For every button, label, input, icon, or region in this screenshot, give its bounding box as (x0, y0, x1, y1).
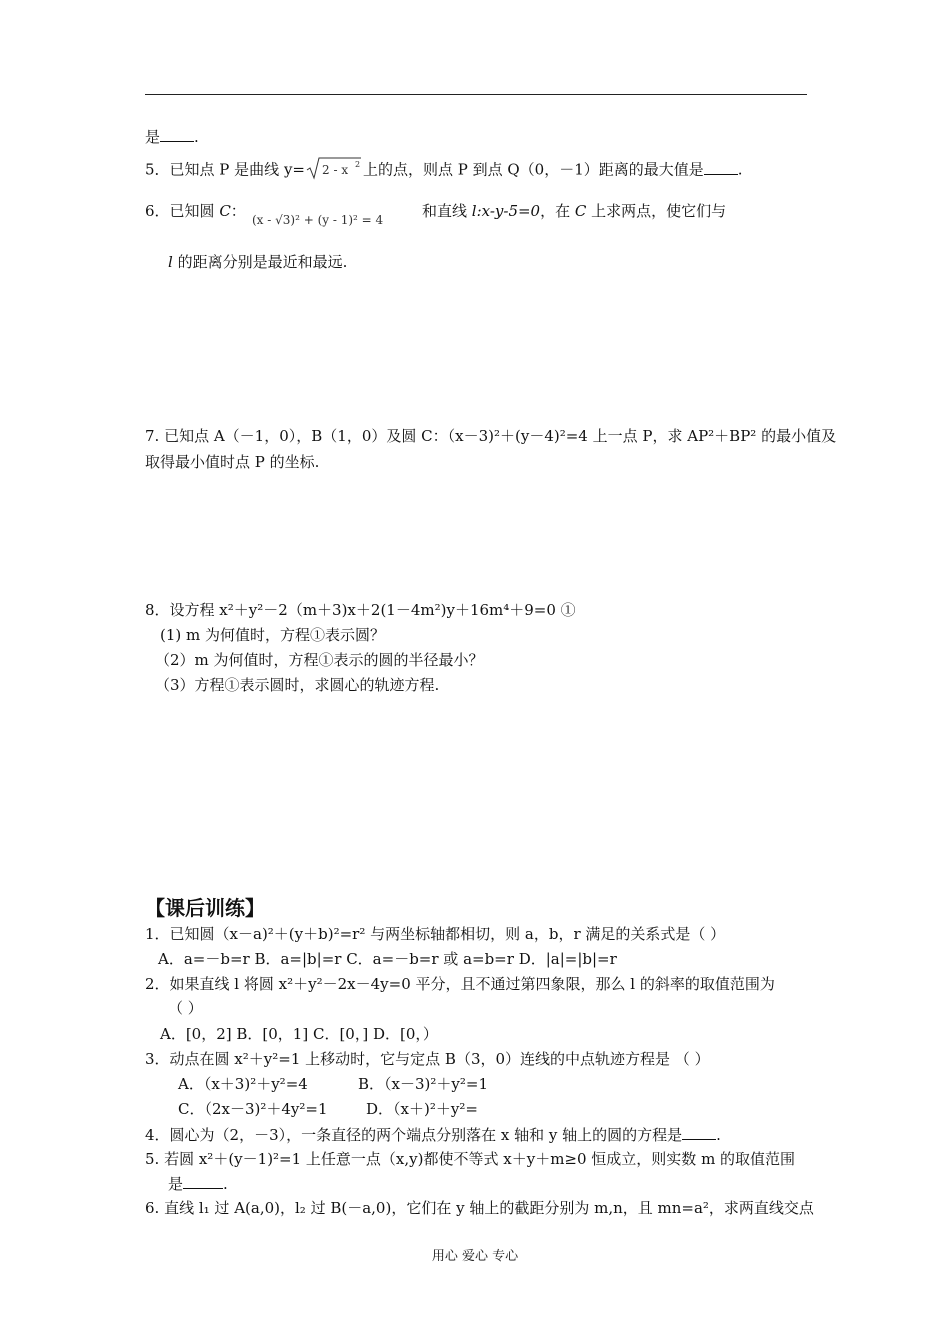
continuation-line: 是 . (145, 128, 199, 146)
answer-blank (183, 1173, 223, 1189)
exercise-3-stem: 3．动点在圆 x²＋y²=1 上移动时，它与定点 B（3，0）连线的中点轨迹方程是 （ ） (145, 1050, 710, 1068)
question-5: 5．已知点 P 是曲线 y= 2 - x 2 上的点，则点 P 到点 Q（0，－1）距离的最大值是 . (145, 155, 743, 186)
circle-equation: (x - √3)² + (y - 1)² = 4 (252, 213, 384, 227)
question-8-part1: (1) m 为何值时，方程①表示圆？ (160, 626, 386, 644)
question-7-line1: 7. 已知点 A（－1，0），B（1，0）及圆 C：（x－3)²＋(y－4)²=4 上一点 P，求 AP²＋BP² 的最小值及 (145, 427, 837, 445)
page-footer: 用心 爱心 专心 (431, 1249, 519, 1264)
exercise-2-stem: 2．如果直线 l 将圆 x²＋y²－2x－4y=0 平分，且不通过第四象限，那么 l 的斜率的取值范围为 (145, 975, 775, 993)
answer-blank (682, 1124, 716, 1140)
answer-blank (704, 159, 738, 175)
exercise-1-stem: 1．已知圆（x－a)²＋(y＋b)²=r² 与两坐标轴都相切，则 a，b，r 满足的关系式是（ ） (145, 925, 726, 943)
exercise-3-option-d: D．（x＋)²＋y²= (366, 1100, 478, 1118)
exercise-5-line2: 是 . (168, 1175, 228, 1193)
question-6: 6．已知圆 C： (145, 202, 246, 220)
question-6-tail: 和直线 l:x-y-5=0，在 C 上求两点，使它们与 (422, 202, 727, 220)
header-rule (145, 94, 807, 95)
sqrt-expression (305, 155, 363, 186)
question-6-line2: l 的距离分别是最近和最远. (168, 253, 348, 271)
exercise-3-option-c: C．（2x－3)²＋4y²=1 (178, 1100, 328, 1118)
question-8-part2: （2）m 为何值时，方程①表示的圆的半径最小？ (155, 651, 484, 669)
exercise-5-stem: 5. 若圆 x²＋(y－1)²=1 上任意一点（x,y)都使不等式 x＋y＋m≥0 恒成立，则实数 m 的取值范围 (145, 1150, 796, 1168)
exercise-2-paren: （ ） (168, 999, 203, 1017)
section-heading: 【课后训练】 (145, 896, 265, 920)
question-8-part3: （3）方程①表示圆时，求圆心的轨迹方程. (155, 676, 440, 694)
exercise-6-stem: 6. 直线 l₁ 过 A(a,0)，l₂ 过 B(－a,0)，它们在 y 轴上的截距分别为 m,n，且 mn=a²，求两直线交点 (145, 1199, 814, 1217)
exercise-3-option-a: A．（x＋3)²＋y²=4 (178, 1075, 308, 1093)
sqrt-sup-text: 2 (354, 160, 361, 169)
exercise-3-option-b: B．（x－3)²＋y²=1 (358, 1075, 488, 1093)
exercise-2-options: A．[0，2] B．[0，1] C．[0，] D．[0，） (160, 1025, 438, 1043)
question-7-line2: 取得最小值时点 P 的坐标. (145, 453, 320, 471)
sqrt-inner-text: 2 - x (321, 163, 349, 177)
answer-blank (160, 126, 194, 142)
exercise-1-options: A．a=－b=r B．a=|b|=r C．a=－b=r 或 a=b=r D．|a|=|b|=r (158, 950, 617, 968)
exercise-4: 4．圆心为（2，－3），一条直径的两个端点分别落在 x 轴和 y 轴上的圆的方程是 . (145, 1126, 721, 1144)
question-8-stem: 8．设方程 x²＋y²－2（m＋3)x＋2(1－4m²)y＋16m⁴＋9=0 ① (145, 601, 576, 619)
